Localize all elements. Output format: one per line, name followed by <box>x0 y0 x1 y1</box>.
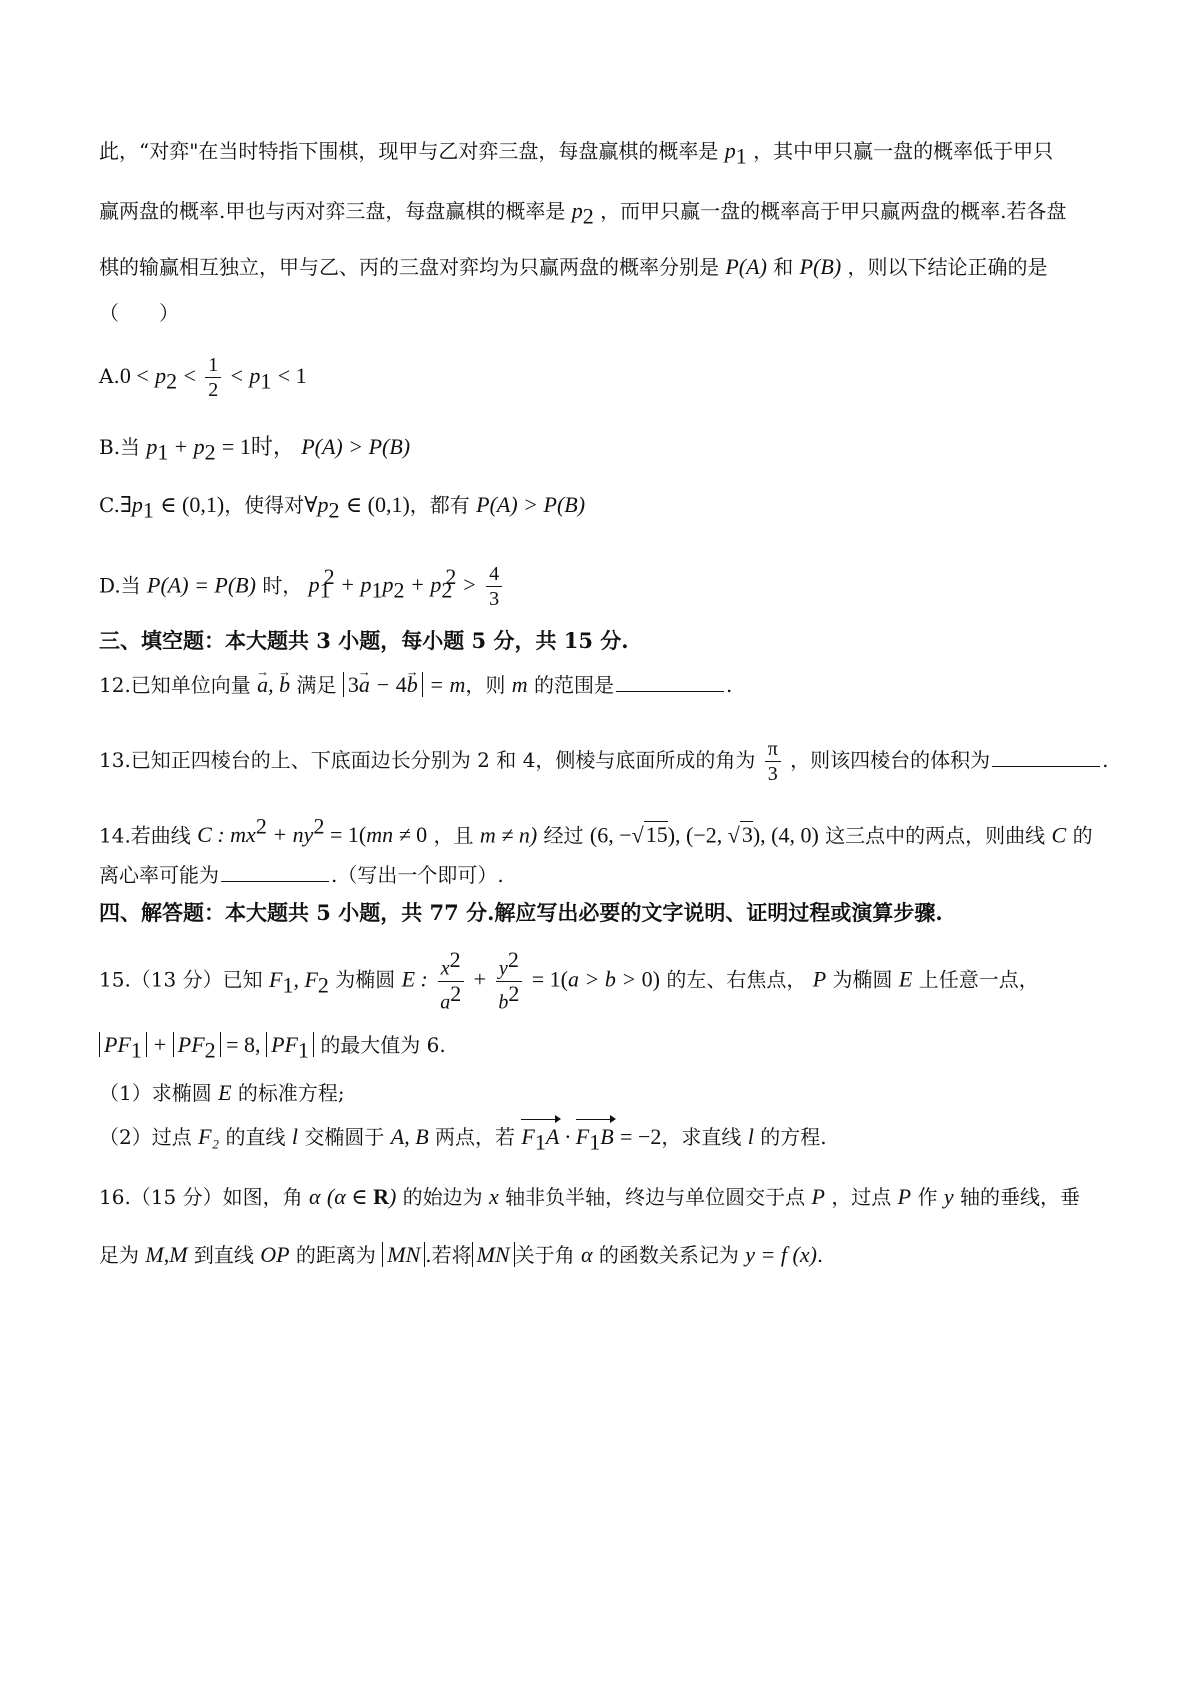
question-16-line-2: 足为 M,M 到直线 OP 的距离为 MN .若将 MN 关于角 α 的函数关系记为 y = f (x). <box>99 1242 824 1267</box>
question-16-line-1: 16.（15 分）如图，角 α (α ∈ R) 的始边为 x 轴非负半轴，终边与单位圆交于点 P ，过点 P 作 y 轴的垂线，垂 <box>99 1184 1080 1209</box>
q11-line-2: 赢两盘的概率.甲也与丙对弈三盘，每盘赢棋的概率是 $p_2$ ，而甲只赢一盘的概率高于甲只赢两盘的概率.若各盘 <box>99 198 1067 229</box>
question-14-line-2: 离心率可能为 .（写出一个即可）. <box>99 863 504 887</box>
var-p1: $p_1$ <box>724 138 747 169</box>
question-13: 13.已知正四棱台的上、下底面边长分别为 2 和 4，侧棱与底面所成的角为 $\frac{\pi}{3}$ ，则该四棱台的体积为 . <box>99 738 1109 785</box>
q11-line-3: 棋的输赢相互独立，甲与乙、丙的三盘对弈均为只赢两盘的概率分别是 P(A) 和 P(B) ，则以下结论正确的是 <box>99 254 1048 279</box>
question-15-line-2: $PF_1 + PF_2 = 8$, $PF_1$ 的最大值为 6. <box>99 1030 1109 1065</box>
fraction-one-half: $\frac{1}{2}$ <box>205 353 221 402</box>
question-15-part-1: （1）求椭圆 E 的标准方程; <box>99 1080 345 1105</box>
question-15-part-2: （2）过点 F₂ 的直线 l 交椭圆于 A, B 两点，若 $F_1A \cdot F_1B = -2$，求直线 l 的方程. <box>99 1122 1109 1157</box>
option-a: $A.0 < p_2$ < $\frac{1}{2}$ < $p_1 < 1$ <box>99 354 307 401</box>
section-4-heading: 四、解答题：本大题共 5 小题，共 77 分.解应写出必要的文字说明、证明过程或演算步骤. <box>99 900 943 925</box>
answer-blank-12[interactable] <box>616 673 724 692</box>
answer-blank-14[interactable] <box>221 863 329 882</box>
question-12: 12.已知单位向量 → a, → b 满足 3→ a − 4→ b = m，则 m 的范围是 . <box>99 670 1109 700</box>
fraction-pi-thirds: $\frac{\pi}{3}$ <box>765 737 781 786</box>
option-c: $C.\exists p_1$ ∈ (0,1)，使得对$\forall p_2$ ∈ (0,1)，都有 P(A) > P(B) <box>99 492 586 523</box>
question-14-line-1: 14.若曲线 C : $mx^2 + ny^2 = 1(mn \ne 0$ ，且 m ≠ n) 经过 (6, −√15), (−2, √3), (4, 0) 这三点中的两点，则曲线 C 的 <box>99 814 1093 848</box>
question-15-line-1: 15.（13 分）已知 $F_1$, $F_2$ 为椭圆 E : $\frac{x^2}{a^2}$ + $\frac{y^2}{b^2}$ = 1(a > b > 0) 的左、右焦点， P 为椭圆 E 上任意一点， <box>99 947 1039 1014</box>
answer-parentheses: （ ） <box>99 301 179 325</box>
q11-line-1: 此，“对弈"在当时特指下围棋，现甲与乙对弈三盘，每盘赢棋的概率是 $p_1$ ，其中甲只赢一盘的概率低于甲只 <box>99 138 1054 169</box>
option-d: D.当 P(A) = P(B) 时， $p_1^2 + p_1p_2 + p_2^2$ > $\frac{4}{3}$ <box>99 552 1109 616</box>
section-3-heading: 三、填空题：本大题共 3 小题，每小题 5 分，共 15 分. <box>99 628 629 653</box>
fraction-four-thirds: $\frac{4}{3}$ <box>486 562 502 611</box>
var-p2: $p_2$ <box>571 198 594 229</box>
option-b: B.当 $p_1 + p_2 = 1$时， P(A) > P(B) <box>99 434 411 465</box>
answer-blank-13[interactable] <box>992 748 1100 767</box>
